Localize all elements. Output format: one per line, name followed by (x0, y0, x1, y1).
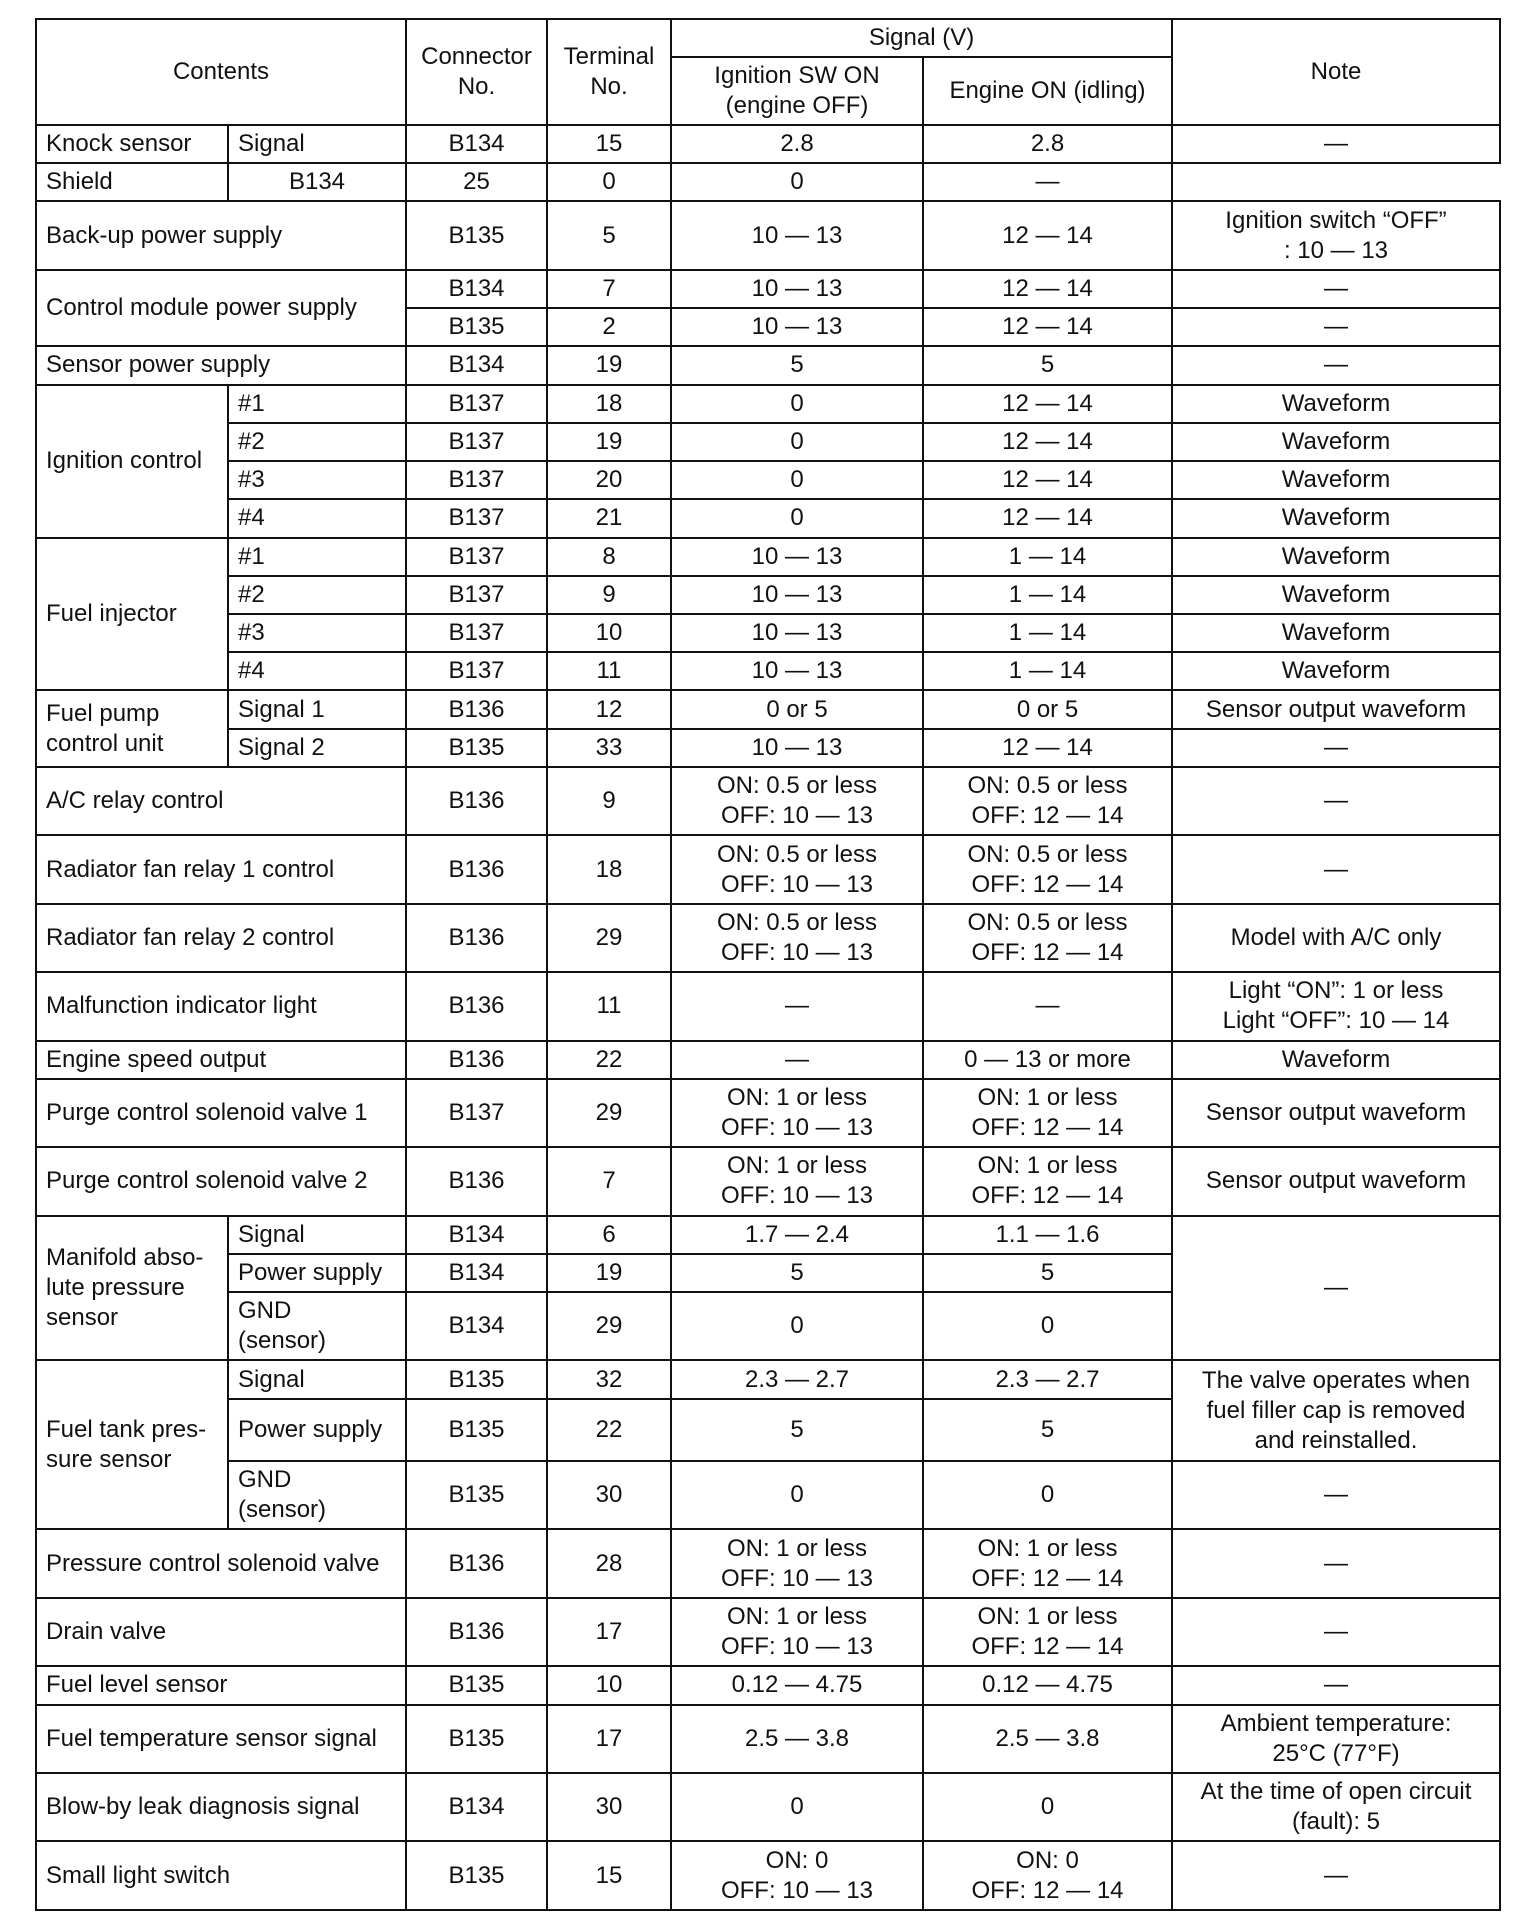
ignition-on-value: ON: 1 or less OFF: 10 — 13 (671, 1529, 923, 1597)
ignition-on-value: 10 — 13 (671, 538, 923, 576)
contents-sub-cell: Signal (228, 1216, 406, 1254)
note-cell: Sensor output waveform (1172, 690, 1500, 728)
engine-on-value: 5 (923, 346, 1172, 384)
note-cell: Waveform (1172, 461, 1500, 499)
connector-cell: B136 (406, 1529, 547, 1597)
contents-cell: Radiator fan relay 1 control (36, 835, 406, 903)
engine-on-value: ON: 0.5 or less OFF: 12 — 14 (923, 904, 1172, 972)
ignition-on-value: ON: 0.5 or less OFF: 10 — 13 (671, 835, 923, 903)
engine-on-value: ON: 1 or less OFF: 12 — 14 (923, 1598, 1172, 1666)
terminal-cell: 15 (547, 1841, 671, 1910)
connector-cell: B137 (406, 385, 547, 423)
terminal-cell: 32 (547, 1360, 671, 1398)
note-cell: Waveform (1172, 1041, 1500, 1079)
ignition-on-value: 10 — 13 (671, 614, 923, 652)
terminal-cell: 21 (547, 499, 671, 537)
contents-sub-cell: Signal 2 (228, 729, 406, 767)
table-row (36, 614, 1500, 652)
contents-group-cell: Control module power supply (36, 270, 406, 346)
terminal-cell: 9 (547, 767, 671, 835)
ignition-on-value: 2.5 — 3.8 (671, 1705, 923, 1773)
table-row (36, 1079, 1500, 1147)
contents-cell: Drain valve (36, 1598, 406, 1666)
engine-on-value: ON: 0.5 or less OFF: 12 — 14 (923, 835, 1172, 903)
connector-cell: B135 (406, 1360, 547, 1398)
table-row (36, 1147, 1500, 1215)
ignition-on-value: — (671, 1041, 923, 1079)
engine-on-value: ON: 1 or less OFF: 12 — 14 (923, 1079, 1172, 1147)
terminal-cell: 22 (547, 1041, 671, 1079)
ignition-on-value: ON: 0 OFF: 10 — 13 (671, 1841, 923, 1910)
table-row (36, 1773, 1500, 1841)
connector-cell: B137 (406, 423, 547, 461)
table-row (36, 125, 1500, 163)
engine-on-value: 1 — 14 (923, 652, 1172, 690)
contents-cell: Radiator fan relay 2 control (36, 904, 406, 972)
engine-on-value: 2.3 — 2.7 (923, 1360, 1172, 1398)
terminal-cell: 19 (547, 1254, 671, 1292)
contents-sub-cell: #4 (228, 499, 406, 537)
table-row (36, 972, 1500, 1040)
terminal-cell: 18 (547, 385, 671, 423)
engine-on-value: ON: 0.5 or less OFF: 12 — 14 (923, 767, 1172, 835)
engine-on-value: 1 — 14 (923, 614, 1172, 652)
signal-table (35, 18, 1501, 1911)
note-cell: Waveform (1172, 499, 1500, 537)
connector-cell: B135 (406, 1461, 547, 1529)
table-row (36, 1666, 1500, 1704)
table-row (36, 499, 1500, 537)
table-row (36, 461, 1500, 499)
table-row (36, 1216, 1500, 1254)
connector-cell: B137 (406, 538, 547, 576)
connector-cell: B137 (406, 461, 547, 499)
connector-cell: B136 (406, 767, 547, 835)
engine-on-value: 12 — 14 (923, 201, 1172, 269)
table-row (36, 1841, 1500, 1910)
header-ignition-on: Ignition SW ON (engine OFF) (671, 57, 923, 125)
contents-group-cell: Knock sensor (36, 125, 228, 163)
header-connector: Connector No. (406, 19, 547, 125)
ignition-on-value: 0 (671, 461, 923, 499)
connector-cell: B137 (406, 499, 547, 537)
engine-on-value: 12 — 14 (923, 385, 1172, 423)
table-row (36, 538, 1500, 576)
engine-on-value: 1 — 14 (923, 538, 1172, 576)
ignition-on-value: 5 (671, 346, 923, 384)
note-cell: — (1172, 1461, 1500, 1529)
header-engine-on: Engine ON (idling) (923, 57, 1172, 125)
ignition-on-value: 10 — 13 (671, 576, 923, 614)
table-row (36, 1598, 1500, 1666)
connector-cell: B136 (406, 690, 547, 728)
note-cell: The valve operates when fuel filler cap is removed and reinstalled. (1172, 1360, 1500, 1461)
table-row (36, 729, 1500, 767)
engine-on-value: 0 or 5 (923, 690, 1172, 728)
connector-cell: B136 (406, 835, 547, 903)
terminal-cell: 30 (547, 1461, 671, 1529)
contents-sub-cell: #2 (228, 576, 406, 614)
ignition-on-value: 2.3 — 2.7 (671, 1360, 923, 1398)
note-cell: Sensor output waveform (1172, 1079, 1500, 1147)
terminal-cell: 29 (547, 1079, 671, 1147)
note-cell: Waveform (1172, 538, 1500, 576)
note-cell: Model with A/C only (1172, 904, 1500, 972)
ignition-on-value: ON: 1 or less OFF: 10 — 13 (671, 1079, 923, 1147)
engine-on-value: 0 (671, 163, 923, 201)
terminal-cell: 29 (547, 1292, 671, 1360)
table-row (36, 1529, 1500, 1597)
connector-cell: B135 (406, 308, 547, 346)
ignition-on-value: 0 (671, 499, 923, 537)
terminal-cell: 5 (547, 201, 671, 269)
connector-cell: B134 (406, 1254, 547, 1292)
engine-on-value: 0.12 — 4.75 (923, 1666, 1172, 1704)
note-cell: — (1172, 1529, 1500, 1597)
table-row (36, 346, 1500, 384)
connector-cell: B137 (406, 576, 547, 614)
note-cell: — (923, 163, 1172, 201)
header-contents: Contents (36, 19, 406, 125)
note-cell: Waveform (1172, 385, 1500, 423)
terminal-cell: 2 (547, 308, 671, 346)
contents-cell: Purge control solenoid valve 2 (36, 1147, 406, 1215)
contents-sub-cell: #4 (228, 652, 406, 690)
engine-on-value: 5 (923, 1254, 1172, 1292)
contents-group-cell: Manifold abso- lute pressure sensor (36, 1216, 228, 1361)
contents-cell: Small light switch (36, 1841, 406, 1910)
table-row (36, 1705, 1500, 1773)
table-row (36, 904, 1500, 972)
ignition-on-value: 10 — 13 (671, 652, 923, 690)
contents-sub-cell: #1 (228, 538, 406, 576)
note-cell: — (1172, 1216, 1500, 1361)
ignition-on-value: ON: 0.5 or less OFF: 10 — 13 (671, 904, 923, 972)
contents-cell: Fuel temperature sensor signal (36, 1705, 406, 1773)
terminal-cell: 8 (547, 538, 671, 576)
note-cell: Ambient temperature: 25°C (77°F) (1172, 1705, 1500, 1773)
engine-on-value: 12 — 14 (923, 729, 1172, 767)
contents-sub-cell: GND (sensor) (228, 1292, 406, 1360)
table-row (36, 1041, 1500, 1079)
connector-cell: B134 (406, 270, 547, 308)
note-cell: Waveform (1172, 576, 1500, 614)
terminal-cell: 19 (547, 423, 671, 461)
ignition-on-value: ON: 1 or less OFF: 10 — 13 (671, 1598, 923, 1666)
note-cell: — (1172, 270, 1500, 308)
contents-group-cell: Fuel tank pres- sure sensor (36, 1360, 228, 1529)
ignition-on-value: 10 — 13 (671, 308, 923, 346)
note-cell: Ignition switch “OFF” : 10 — 13 (1172, 201, 1500, 269)
connector-cell: B137 (406, 1079, 547, 1147)
connector-cell: B136 (406, 972, 547, 1040)
note-cell: Waveform (1172, 614, 1500, 652)
ignition-on-value: 0 or 5 (671, 690, 923, 728)
engine-on-value: 1.1 — 1.6 (923, 1216, 1172, 1254)
contents-sub-cell: Signal (228, 1360, 406, 1398)
connector-cell: B134 (406, 346, 547, 384)
engine-on-value: — (923, 972, 1172, 1040)
note-cell: Sensor output waveform (1172, 1147, 1500, 1215)
table-row (36, 1360, 1500, 1398)
engine-on-value: ON: 1 or less OFF: 12 — 14 (923, 1529, 1172, 1597)
contents-group-cell: Ignition control (36, 385, 228, 538)
terminal-cell: 11 (547, 972, 671, 1040)
ignition-on-value: 0 (671, 1292, 923, 1360)
terminal-cell: 33 (547, 729, 671, 767)
terminal-cell: 30 (547, 1773, 671, 1841)
header-signal: Signal (V) (671, 19, 1172, 57)
engine-on-value: 1 — 14 (923, 576, 1172, 614)
terminal-cell: 17 (547, 1598, 671, 1666)
engine-on-value: 2.8 (923, 125, 1172, 163)
note-cell: Light “ON”: 1 or less Light “OFF”: 10 — 14 (1172, 972, 1500, 1040)
connector-cell: B136 (406, 904, 547, 972)
ignition-on-value: 5 (671, 1254, 923, 1292)
note-cell: — (1172, 835, 1500, 903)
contents-cell: Fuel level sensor (36, 1666, 406, 1704)
engine-on-value: 12 — 14 (923, 499, 1172, 537)
terminal-cell: 19 (547, 346, 671, 384)
contents-cell: Malfunction indicator light (36, 972, 406, 1040)
terminal-cell: 7 (547, 270, 671, 308)
ignition-on-value: 0 (547, 163, 671, 201)
engine-on-value: 0 (923, 1292, 1172, 1360)
contents-cell: Pressure control solenoid valve (36, 1529, 406, 1597)
connector-cell: B134 (406, 125, 547, 163)
connector-cell: B135 (406, 1841, 547, 1910)
terminal-cell: 22 (547, 1399, 671, 1461)
terminal-cell: 15 (547, 125, 671, 163)
terminal-cell: 18 (547, 835, 671, 903)
connector-cell: B135 (406, 729, 547, 767)
table-row (36, 423, 1500, 461)
contents-sub-cell: #3 (228, 461, 406, 499)
terminal-cell: 29 (547, 904, 671, 972)
terminal-cell: 12 (547, 690, 671, 728)
contents-cell: Sensor power supply (36, 346, 406, 384)
note-cell: — (1172, 1841, 1500, 1910)
engine-on-value: 0 — 13 or more (923, 1041, 1172, 1079)
connector-cell: B134 (406, 1773, 547, 1841)
connector-cell: B134 (406, 1292, 547, 1360)
ignition-on-value: 0 (671, 1773, 923, 1841)
terminal-cell: 7 (547, 1147, 671, 1215)
engine-on-value: 5 (923, 1399, 1172, 1461)
connector-cell: B135 (406, 201, 547, 269)
table-row (36, 576, 1500, 614)
connector-cell: B137 (406, 652, 547, 690)
ignition-on-value: 10 — 13 (671, 270, 923, 308)
terminal-cell: 20 (547, 461, 671, 499)
engine-on-value: 0 (923, 1461, 1172, 1529)
ignition-on-value: 10 — 13 (671, 729, 923, 767)
ignition-on-value: 10 — 13 (671, 201, 923, 269)
contents-cell: Purge control solenoid valve 1 (36, 1079, 406, 1147)
engine-on-value: 12 — 14 (923, 308, 1172, 346)
engine-on-value: ON: 1 or less OFF: 12 — 14 (923, 1147, 1172, 1215)
connector-cell: B136 (406, 1041, 547, 1079)
connector-cell: B134 (406, 1216, 547, 1254)
header-row (36, 19, 1500, 57)
table-row (36, 201, 1500, 269)
engine-on-value: 12 — 14 (923, 270, 1172, 308)
table-row (36, 385, 1500, 423)
contents-cell: A/C relay control (36, 767, 406, 835)
contents-group-cell: Fuel pump control unit (36, 690, 228, 766)
terminal-cell: 10 (547, 614, 671, 652)
ignition-on-value: — (671, 972, 923, 1040)
connector-cell: B136 (406, 1598, 547, 1666)
table-row (36, 835, 1500, 903)
engine-on-value: 2.5 — 3.8 (923, 1705, 1172, 1773)
contents-sub-cell: Signal 1 (228, 690, 406, 728)
table-row (36, 1461, 1500, 1529)
terminal-cell: 17 (547, 1705, 671, 1773)
ignition-on-value: 0 (671, 1461, 923, 1529)
contents-sub-cell: #1 (228, 385, 406, 423)
note-cell: — (1172, 346, 1500, 384)
header-note: Note (1172, 19, 1500, 125)
contents-sub-cell: Power supply (228, 1254, 406, 1292)
terminal-cell: 11 (547, 652, 671, 690)
connector-cell: B137 (406, 614, 547, 652)
connector-cell: B135 (406, 1399, 547, 1461)
contents-sub-cell: Shield (36, 163, 228, 201)
connector-cell: B134 (228, 163, 406, 201)
contents-sub-cell: #3 (228, 614, 406, 652)
terminal-cell: 25 (406, 163, 547, 201)
connector-cell: B136 (406, 1147, 547, 1215)
connector-cell: B135 (406, 1705, 547, 1773)
ignition-on-value: 0 (671, 385, 923, 423)
header-terminal: Terminal No. (547, 19, 671, 125)
contents-cell: Back-up power supply (36, 201, 406, 269)
ignition-on-value: ON: 0.5 or less OFF: 10 — 13 (671, 767, 923, 835)
note-cell: — (1172, 308, 1500, 346)
ignition-on-value: 2.8 (671, 125, 923, 163)
contents-sub-cell: #2 (228, 423, 406, 461)
terminal-cell: 10 (547, 1666, 671, 1704)
note-cell: — (1172, 125, 1500, 163)
contents-cell: Engine speed output (36, 1041, 406, 1079)
contents-sub-cell: GND (sensor) (228, 1461, 406, 1529)
terminal-cell: 9 (547, 576, 671, 614)
table-row (36, 767, 1500, 835)
ignition-on-value: 0 (671, 423, 923, 461)
table-row (36, 270, 1500, 308)
contents-group-cell: Fuel injector (36, 538, 228, 691)
ignition-on-value: ON: 1 or less OFF: 10 — 13 (671, 1147, 923, 1215)
ignition-on-value: 0.12 — 4.75 (671, 1666, 923, 1704)
contents-cell: Blow-by leak diagnosis signal (36, 1773, 406, 1841)
terminal-cell: 6 (547, 1216, 671, 1254)
note-cell: — (1172, 767, 1500, 835)
ignition-on-value: 1.7 — 2.4 (671, 1216, 923, 1254)
table-row (36, 652, 1500, 690)
table-row (36, 690, 1500, 728)
engine-on-value: 0 (923, 1773, 1172, 1841)
table-row (36, 163, 1500, 201)
engine-on-value: 12 — 14 (923, 423, 1172, 461)
note-cell: At the time of open circuit (fault): 5 (1172, 1773, 1500, 1841)
contents-sub-cell: Signal (228, 125, 406, 163)
contents-sub-cell: Power supply (228, 1399, 406, 1461)
note-cell: — (1172, 729, 1500, 767)
engine-on-value: ON: 0 OFF: 12 — 14 (923, 1841, 1172, 1910)
note-cell: Waveform (1172, 423, 1500, 461)
terminal-cell: 28 (547, 1529, 671, 1597)
note-cell: — (1172, 1666, 1500, 1704)
note-cell: Waveform (1172, 652, 1500, 690)
connector-cell: B135 (406, 1666, 547, 1704)
ignition-on-value: 5 (671, 1399, 923, 1461)
engine-on-value: 12 — 14 (923, 461, 1172, 499)
note-cell: — (1172, 1598, 1500, 1666)
